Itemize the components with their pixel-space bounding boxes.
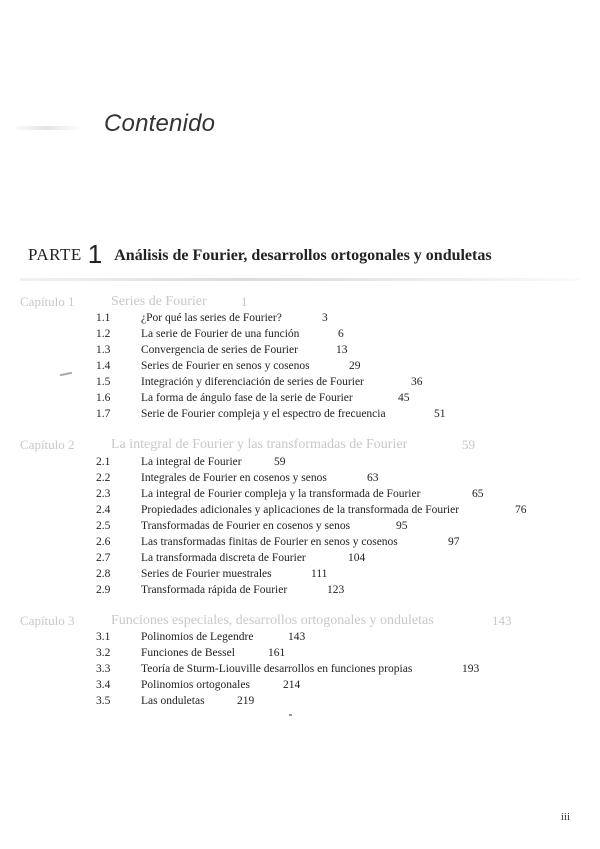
section-title: Series de Fourier en senos y cosenos	[141, 360, 310, 372]
part-title: Análisis de Fourier, desarrollos ortogonales y onduletas	[114, 247, 492, 264]
section-title: Transformada rápida de Fourier	[141, 584, 288, 596]
section-number: 1.4	[96, 360, 111, 372]
chapter-page: 1	[241, 294, 248, 309]
section-title: Transformadas de Fourier en cosenos y senos	[141, 520, 351, 532]
section-page: 65	[472, 488, 484, 500]
section-number: 2.3	[96, 488, 111, 500]
part-number: 1	[87, 239, 103, 269]
page-title: Contenido	[104, 110, 216, 137]
section-page: 95	[396, 520, 408, 532]
section-number: 1.6	[96, 392, 111, 404]
section-number: 3.2	[96, 647, 111, 659]
section-page: 6	[338, 328, 344, 340]
chapter-title: La integral de Fourier y las transformadas de Fourier	[111, 437, 408, 452]
section-number: 2.5	[96, 520, 111, 532]
section-title: Propiedades adicionales y aplicaciones de la transformada de Fourier	[141, 504, 460, 516]
section-title: Serie de Fourier compleja y el espectro de frecuencia	[141, 408, 386, 420]
section-number: 1.3	[96, 344, 111, 356]
section-title: La integral de Fourier	[141, 456, 242, 468]
section-number: 1.2	[96, 328, 111, 340]
scan-smudge	[10, 126, 82, 130]
section-number: 3.4	[96, 679, 111, 691]
section-number: 3.1	[96, 631, 111, 643]
section-title: Series de Fourier muestrales	[141, 568, 272, 580]
section-title: Polinomios ortogonales	[141, 679, 250, 691]
page-number: iii	[560, 811, 570, 823]
section-page: 143	[288, 631, 306, 643]
part-heading	[28, 239, 492, 270]
section-title: Integración y diferenciación de series de Fourier	[141, 376, 364, 388]
section-title: Las onduletas	[141, 695, 205, 707]
section-title: Funciones de Bessel	[141, 647, 235, 659]
ink-speck	[289, 714, 292, 716]
section-title: La serie de Fourier de una función	[141, 328, 300, 340]
section-title: La integral de Fourier compleja y la transformada de Fourier	[141, 488, 421, 500]
section-number: 2.2	[96, 472, 111, 484]
section-page: 123	[327, 584, 345, 596]
section-title: Convergencia de series de Fourier	[141, 344, 298, 356]
chapter-page: 143	[492, 613, 512, 628]
section-page: 193	[462, 663, 480, 675]
section-number: 2.7	[96, 552, 111, 564]
section-title: La transformada discreta de Fourier	[141, 552, 306, 564]
section-title: Integrales de Fourier en cosenos y senos	[141, 472, 327, 484]
section-page: 36	[411, 376, 423, 388]
section-title: La forma de ángulo fase de la serie de Fourier	[141, 392, 353, 404]
pencil-mark	[60, 372, 72, 376]
section-number: 3.5	[96, 695, 111, 707]
section-title: Las transformadas finitas de Fourier en senos y cosenos	[141, 536, 398, 548]
part-word: PARTE	[28, 245, 82, 264]
part-rule	[20, 278, 580, 281]
section-title: ¿Por qué las series de Fourier?	[141, 312, 282, 324]
section-number: 2.1	[96, 456, 111, 468]
section-page: 214	[283, 679, 301, 691]
chapter-label: Capítulo 1	[20, 294, 75, 309]
section-page: 63	[367, 472, 379, 484]
chapter-label: Capítulo 3	[20, 613, 75, 628]
section-page: 104	[348, 552, 366, 564]
section-page: 97	[448, 536, 460, 548]
section-number: 1.5	[96, 376, 111, 388]
section-number: 2.4	[96, 504, 111, 516]
chapter-page: 59	[462, 437, 475, 452]
section-number: 2.8	[96, 568, 111, 580]
section-number: 3.3	[96, 663, 111, 675]
section-number: 2.6	[96, 536, 111, 548]
chapter-label: Capítulo 2	[20, 437, 75, 452]
section-number: 1.7	[96, 408, 111, 420]
section-page: 51	[434, 408, 446, 420]
section-page: 13	[336, 344, 348, 356]
section-page: 111	[311, 568, 328, 580]
section-number: 1.1	[96, 312, 111, 324]
section-page: 45	[398, 392, 410, 404]
section-page: 76	[515, 504, 527, 516]
chapter-title: Series de Fourier	[111, 294, 207, 309]
section-title: Teoría de Sturm-Liouville desarrollos en funciones propias	[141, 663, 413, 675]
section-page: 3	[322, 312, 328, 324]
section-page: 59	[274, 456, 286, 468]
chapter-title: Funciones especiales, desarrollos ortogonales y onduletas	[111, 613, 434, 628]
section-title: Polinomios de Legendre	[141, 631, 254, 643]
section-page: 219	[237, 695, 255, 707]
section-page: 161	[268, 647, 286, 659]
section-number: 2.9	[96, 584, 111, 596]
section-page: 29	[349, 360, 361, 372]
